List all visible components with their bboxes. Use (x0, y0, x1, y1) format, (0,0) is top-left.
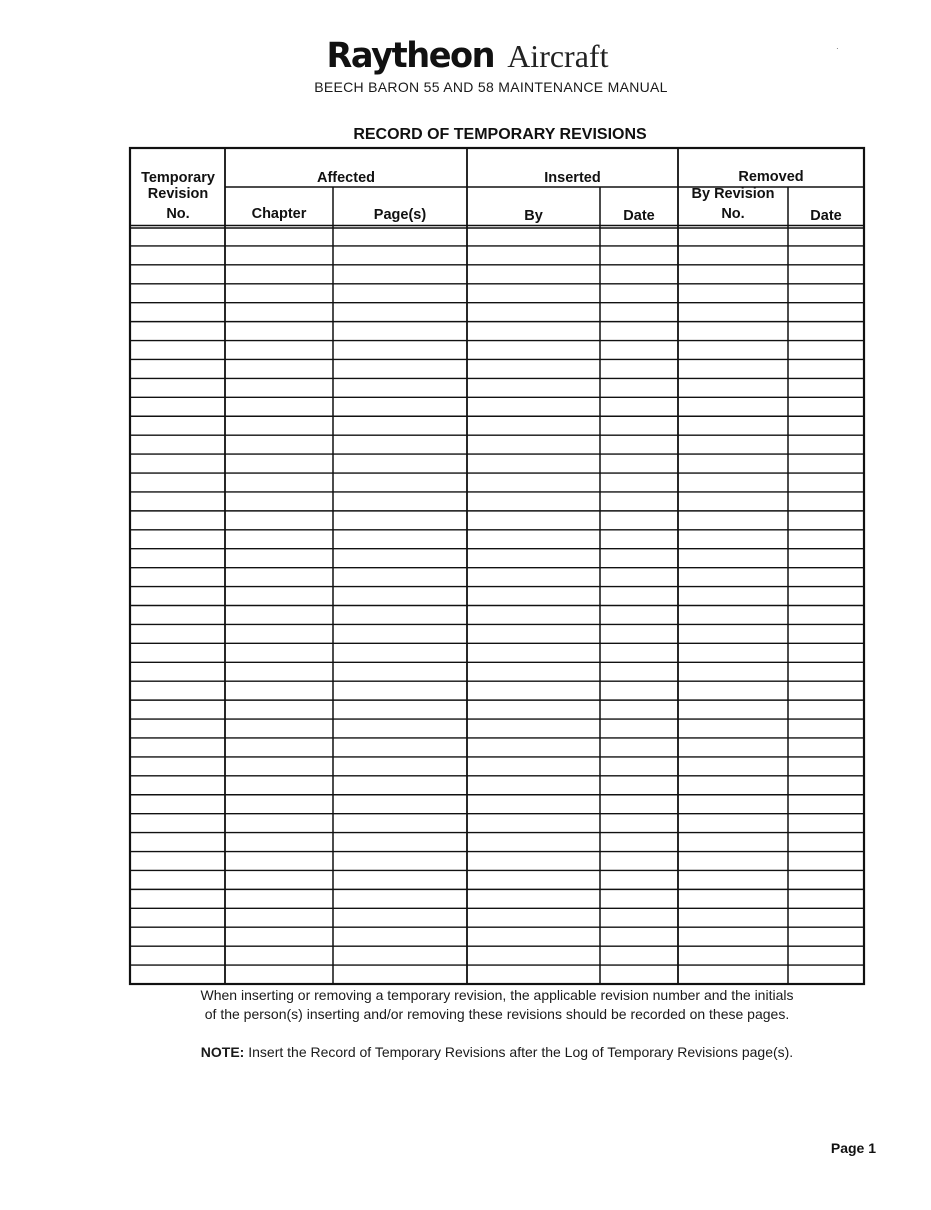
brand-division: Aircraft (507, 38, 609, 74)
header-affected: Affected (316, 170, 375, 186)
header-inserted-date: Date (623, 208, 655, 224)
header-removed-date: Date (810, 208, 842, 224)
header-chapter: Chapter (251, 206, 307, 222)
brand-name: Raytheon (326, 36, 494, 76)
record-title: RECORD OF TEMPORARY REVISIONS (353, 126, 647, 143)
header-inserted: Inserted (544, 170, 601, 186)
note-label: NOTE: (200, 1044, 245, 1060)
manual-title: BEECH BARON 55 AND 58 MAINTENANCE MANUAL (314, 79, 668, 95)
header-temp-revision (131, 170, 225, 222)
header-temp-revision-line2: Revision (147, 186, 209, 202)
header-inserted-by: By (524, 208, 543, 224)
header-removed-by-revision-line1: By Revision (691, 186, 775, 202)
table-border (130, 148, 864, 984)
note-text: Insert the Record of Temporary Revisions after the Log of Temporary Revisions page(s). (248, 1044, 794, 1060)
header-temp-revision-line1: Temporary (141, 170, 215, 186)
header-removed: Removed (738, 169, 804, 185)
page-number: Page 1 (830, 1140, 876, 1156)
header-pages: Page(s) (373, 207, 427, 223)
footnote-line-1: When inserting or removing a temporary revision, the applicable revision number and the initials (200, 987, 794, 1003)
header-removed-by-revision-line2: No. (721, 206, 745, 222)
header-temp-revision-line3: No. (166, 206, 190, 222)
footnote-line-2: of the person(s) inserting and/or removing these revisions should be recorded on these pages. (204, 1006, 790, 1022)
note (0, 1044, 931, 1060)
header-removed-by-revision (678, 186, 788, 222)
scan-speck: · (836, 44, 839, 53)
